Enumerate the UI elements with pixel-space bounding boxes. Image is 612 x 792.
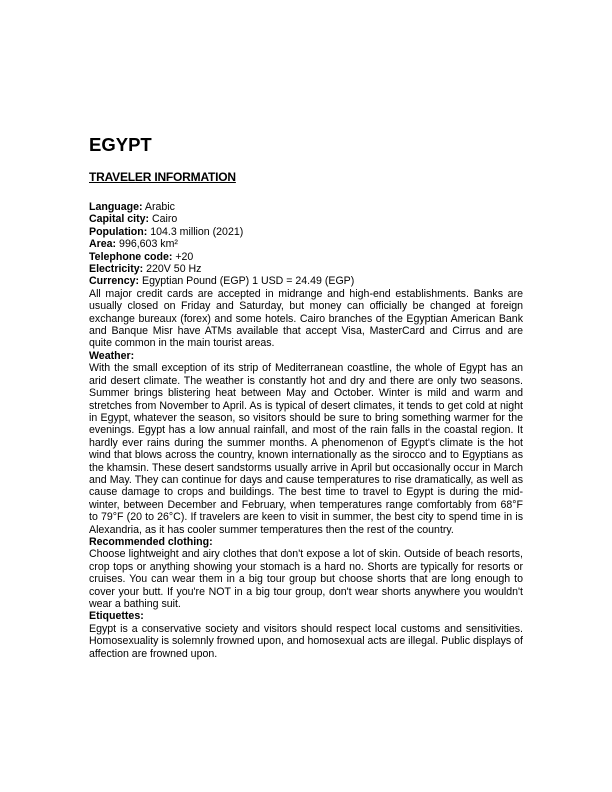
fact-label: Electricity:: [89, 263, 144, 276]
weather-paragraph: With the small exception of its strip of Mediterranean coastline, the whole of Egypt has an arid desert climate. The weather is constantly hot and dry and there are only two seasons. Summer brings blistering heat between May and October. Winter is mild and warm and stretches from November to April. As is typical of desert climates, it tends to get cold at night in Egypt, whatever the season, so visitors should be sure to bring something warmer for the evenings. Egypt has a low annual rainfall, and most of the rain falls in the coastal region. It hardly ever rains during the summer months. A phenomenon of Egypt's climate is the hot wind that blows across the country, known internationally as the sirocco and to Egyptians as the khamsin. These desert sandstorms usually arrive in April but occasionally occur in March and May. They can continue for days and cause temperatures to rise dramatically, as well as cause damage to crops and buildings. The best time to travel to Egypt is during the mid-winter, between December and February, when temperatures range comfortably from 68°F to 79°F (20 to 26°C). If travelers are keen to visit in summer, the best city to spend time in is Alexandria, as it has cooler summer temperatures then the rest of the country.: [89, 362, 523, 536]
fact-value: 996,603 km²: [119, 238, 178, 251]
fact-value: 220V 50 Hz: [146, 263, 202, 276]
page-title: EGYPT: [89, 134, 152, 155]
weather-heading: Weather:: [89, 349, 135, 362]
fact-currency: [89, 275, 523, 287]
fact-label: Population:: [89, 225, 148, 238]
fact-label: Capital city:: [89, 213, 150, 226]
document-page: [89, 134, 523, 660]
fact-language: [89, 201, 523, 213]
clothing-paragraph: Choose lightweight and airy clothes that don't expose a lot of skin. Outside of beach resorts, crop tops or anything showing your stomach is a hard no. Shorts are typically for resorts or cruises. You can wear them in a big tour group but choose shorts that are long enough to cover your butt. If you're NOT in a big tour group, don't wear shorts anywhere you wouldn't wear a bathing suit.: [89, 548, 523, 610]
etiquettes-heading: Etiquettes:: [89, 610, 144, 623]
facts-list: [89, 201, 523, 288]
fact-value: Egyptian Pound (EGP) 1 USD = 24.49 (EGP): [142, 275, 355, 288]
fact-area: [89, 238, 523, 250]
fact-label: Area:: [89, 238, 117, 251]
fact-value: Arabic: [144, 201, 175, 213]
fact-value: +20: [175, 250, 194, 263]
fact-label: Telephone code:: [89, 250, 173, 263]
fact-value: 104.3 million (2021): [150, 225, 244, 238]
clothing-heading: Recommended clothing:: [89, 535, 213, 548]
fact-electricity: [89, 263, 523, 275]
fact-label: Currency:: [89, 275, 140, 288]
fact-capital: [89, 213, 523, 225]
section-heading: TRAVELER INFORMATION: [89, 170, 236, 184]
currency-paragraph: All major credit cards are accepted in midrange and high-end establishments. Banks are usually closed on Friday and Saturday, but money can officially be changed at foreign exchange bureaux (forex) and some hotels. Cairo branches of the Egyptian American Bank and Banque Misr have ATMs available that accept Visa, MasterCard and Cirrus and are quite common in the main tourist areas.: [89, 287, 523, 350]
fact-label: Language:: [89, 201, 143, 213]
etiquettes-paragraph: Egypt is a conservative society and visitors should respect local customs and sensitivities. Homosexuality is solemnly frowned upon, and homosexual acts are illegal. Public displays of affection are frowned upon.: [89, 622, 523, 660]
fact-telephone: [89, 251, 523, 263]
fact-population: [89, 226, 523, 238]
fact-value: Cairo: [152, 213, 178, 226]
